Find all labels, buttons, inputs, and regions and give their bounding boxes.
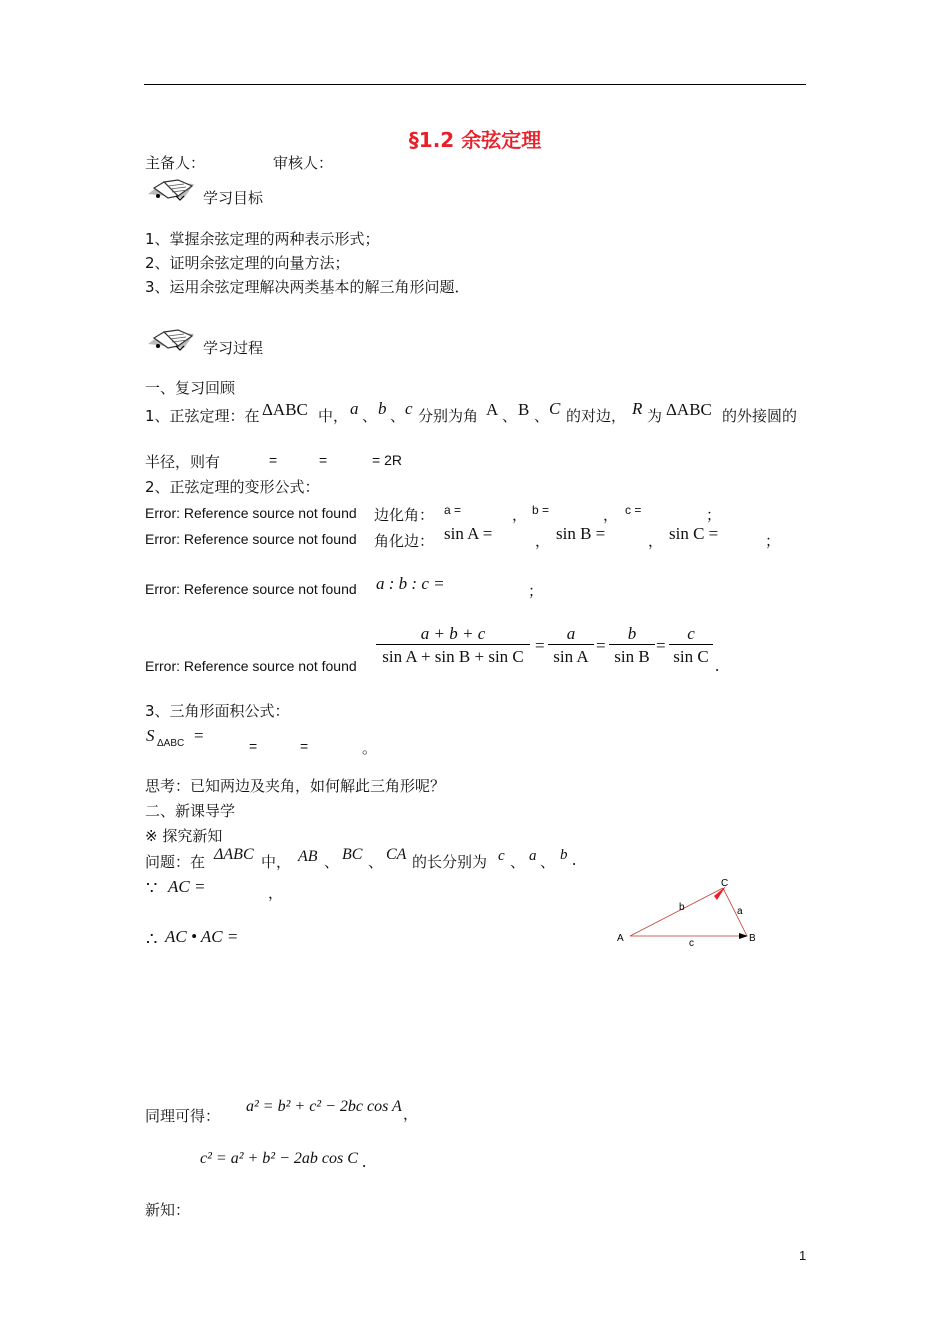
equals-2: =	[319, 452, 328, 468]
therefore-expr: AC • AC =	[165, 927, 239, 946]
area-subscript: ΔABC	[157, 738, 185, 749]
vertex-c-label: C	[721, 878, 729, 889]
think-question: 思考：已知两边及夹角，如何解此三角形呢？	[145, 777, 446, 795]
vertex-a-label: A	[617, 933, 624, 944]
side-b-label: b	[679, 902, 685, 913]
text-zhong: 中，	[318, 407, 349, 425]
angle-a: A	[486, 400, 499, 419]
seg-bc: BC	[342, 846, 363, 863]
page-title: §1.2 余弦定理	[408, 128, 542, 152]
error-ref: Error: Reference source not found	[145, 581, 357, 597]
preparer-label: 主备人：	[145, 154, 206, 172]
triangle-abc: ΔABC	[214, 846, 254, 863]
fraction-b-numerator: b	[627, 624, 637, 643]
goal-2: 2、证明余弦定理的向量方法；	[145, 254, 350, 272]
fraction-sum-numerator: a + b + c	[420, 624, 486, 643]
error-ref: Error: Reference source not found	[145, 658, 357, 674]
period: .	[362, 1152, 367, 1171]
sep: 、	[510, 853, 526, 871]
therefore-symbol: ∴	[146, 929, 158, 949]
sep: 、	[390, 407, 406, 425]
fraction-c-numerator: c	[687, 624, 695, 643]
side-a-line	[723, 888, 747, 936]
sep: 、	[368, 853, 384, 871]
goal-3: 3、运用余弦定理解决两类基本的解三角形问题．	[145, 278, 470, 296]
text-duibian: 的对边，	[566, 407, 627, 425]
angle-b: B	[518, 400, 530, 419]
triangle-abc: ΔABC	[666, 400, 712, 419]
text-wei: 为	[647, 407, 663, 425]
fraction-c	[669, 624, 713, 667]
angle-to-edge-label: 角化边：	[374, 532, 435, 550]
new-lesson-heading: 二、新课导学	[145, 802, 236, 820]
fraction-c-denominator: sin C	[669, 644, 713, 667]
radius-line: 半径，则有	[145, 453, 221, 471]
equals: =	[656, 636, 666, 655]
sin-c-equals: sin C =	[669, 524, 719, 543]
problem-lengths: 的长分别为	[412, 853, 488, 871]
equals: =	[535, 636, 545, 655]
comma: ，	[512, 506, 528, 524]
semicolon: ；	[706, 506, 722, 524]
ratio-abc: a : b : c =	[376, 574, 445, 593]
side-c-label: c	[689, 938, 694, 949]
equals: =	[596, 636, 606, 655]
fraction-sum-denominator: sin A + sin B + sin C	[376, 644, 530, 667]
new-knowledge-label: 新知：	[145, 1201, 191, 1219]
vertex-b-label: B	[749, 933, 756, 944]
c-equals: c =	[625, 503, 642, 517]
var-b: b	[560, 847, 568, 863]
explore-heading: ※ 探究新知	[145, 827, 223, 845]
sep: 、	[534, 407, 550, 425]
area-equals: =	[194, 726, 204, 745]
comma: ，	[648, 532, 664, 550]
book-icon	[144, 176, 200, 202]
text-zhong: 中，	[261, 853, 292, 871]
triangle-abc: ΔABC	[262, 400, 308, 419]
goal-1: 1、掌握余弦定理的两种表示形式；	[145, 230, 380, 248]
area-end: 。	[362, 739, 378, 757]
var-a: a	[350, 399, 359, 418]
angle-c: C	[549, 399, 561, 418]
header-rule	[144, 84, 806, 85]
review-heading: 一、复习回顾	[145, 379, 236, 397]
sep: 、	[324, 853, 340, 871]
fraction-b-denominator: sin B	[609, 644, 655, 667]
fraction-a-denominator: sin A	[548, 644, 594, 667]
var-c: c	[498, 848, 505, 864]
comma: ，	[268, 884, 284, 902]
semicolon: ；	[765, 532, 781, 550]
equals-1: =	[269, 452, 278, 468]
var-b: b	[378, 399, 387, 418]
sep: 、	[502, 407, 518, 425]
period: .	[715, 656, 720, 675]
area-heading: 3、三角形面积公式：	[145, 702, 290, 720]
sep: 、	[540, 853, 556, 871]
error-ref: Error: Reference source not found	[145, 505, 357, 521]
sine-law-intro: 1、正弦定理：在	[145, 407, 260, 425]
sin-a-equals: sin A =	[444, 524, 493, 543]
comma: ，	[603, 506, 619, 524]
fraction-a	[548, 624, 594, 667]
sep: 、	[362, 407, 378, 425]
var-r: R	[632, 399, 643, 418]
error-ref: Error: Reference source not found	[145, 531, 357, 547]
var-a: a	[529, 848, 537, 864]
equals-2r: = 2R	[372, 452, 402, 468]
side-b-line	[630, 888, 723, 936]
sin-b-equals: sin B =	[556, 524, 606, 543]
a-equals: a =	[444, 503, 462, 517]
side-a-label: a	[737, 906, 743, 917]
text-waijie: 的外接圆的	[722, 407, 798, 425]
var-c: c	[405, 399, 413, 418]
comma: ，	[403, 1105, 419, 1123]
fraction-a-numerator: a	[566, 624, 576, 643]
reviewer-label: 审核人：	[273, 154, 334, 172]
edge-to-angle-label: 边化角：	[374, 506, 435, 524]
area-equals-2: =	[300, 738, 309, 754]
comma: ，	[535, 532, 551, 550]
variant-formulas-heading: 2、正弦定理的变形公式：	[145, 478, 320, 496]
seg-ca: CA	[386, 846, 407, 863]
formula-a-squared: a² = b² + c² − 2bc cos A	[246, 1098, 402, 1115]
book-icon	[144, 326, 200, 352]
fraction-sum	[376, 624, 530, 667]
because-symbol: ∵	[146, 878, 158, 898]
process-heading: 学习过程	[203, 339, 264, 357]
text-fenbie: 分别为角	[418, 407, 479, 425]
similarly-label: 同理可得：	[145, 1107, 221, 1125]
triangle-figure	[615, 872, 765, 954]
b-equals: b =	[532, 503, 550, 517]
fraction-b	[609, 624, 655, 667]
because-expr: AC =	[168, 877, 206, 896]
goals-heading: 学习目标	[203, 189, 264, 207]
page-number: 1	[799, 1248, 807, 1263]
problem-intro: 问题：在	[145, 853, 206, 871]
seg-ab: AB	[298, 848, 318, 865]
formula-c-squared: c² = a² + b² − 2ab cos C	[200, 1150, 358, 1167]
period: .	[572, 850, 577, 869]
area-s: S	[146, 726, 155, 745]
area-equals-1: =	[249, 738, 258, 754]
semicolon: ；	[528, 582, 544, 600]
